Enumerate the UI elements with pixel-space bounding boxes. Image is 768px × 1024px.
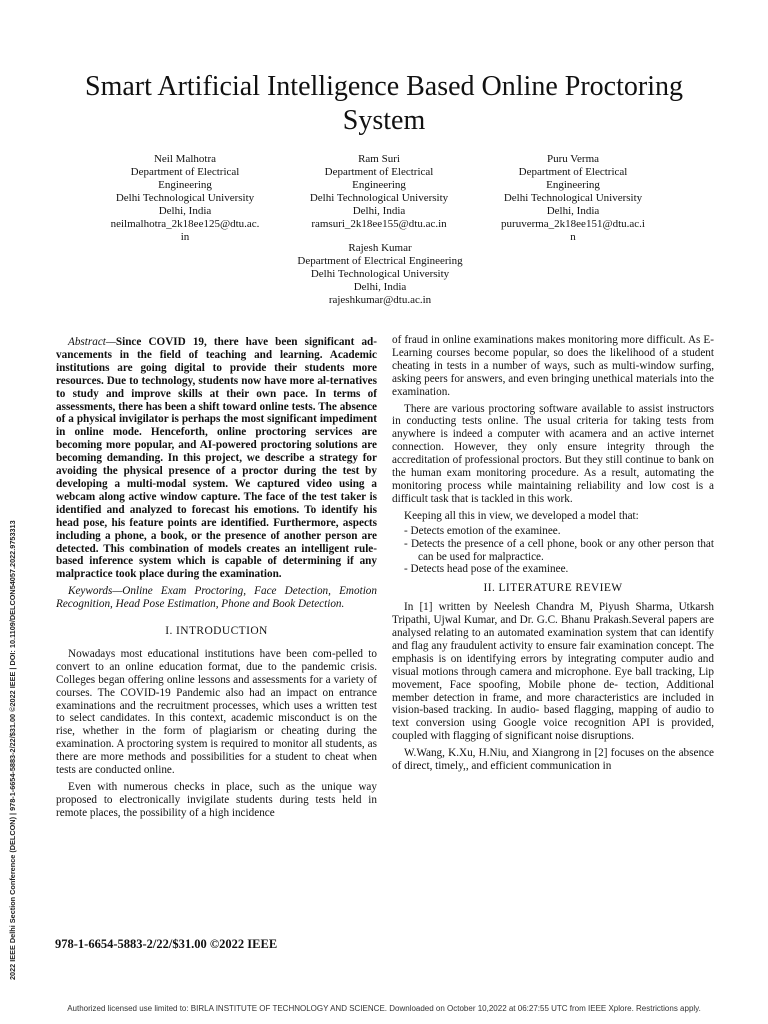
feature-list [392, 525, 714, 577]
author-location: Delhi, India [546, 205, 600, 217]
abstract-text: Since COVID 19, there have been significant ad-vancements in the field of teaching and learning. Academic institutions are going digital to provide their students more resources. Due to technology, students now have more al-ternatives to study and improve skills at their own pace. In terms of assessments, there has been a shift toward online tests. The absence of a physical invigilator is perhaps the most significant impediment in online mode. Henceforth, online proctoring services are becoming more popular, and AI-powered proctoring solutions are becoming demanding. In this project, we describe a strategy for avoiding the physical presence of a proctor during the test by developing a multi-modal system. We captured video using a webcam along active window capture. The face of the test taker is identified and analyzed to forecast his emotions. To identify his head pose, his feature points are identified. Furthermore, aspects including a phone, a book, or the presence of another person are detected. This combination of models creates an intelligent rule-based inference system which is capable of determining if any malpractice took place during the examination. [56, 336, 377, 581]
body-paragraph: Keeping all this in view, we developed a model that: [404, 509, 639, 522]
keywords-text: Online Exam Proctoring, Face Detection, Emotion Recognition, Head Pose Estimation, Phone and Book Detection. [56, 585, 377, 611]
abstract-label: Abstract— [68, 336, 116, 348]
author-department: Department of Electrical [518, 166, 628, 178]
author-block-1 [92, 153, 278, 244]
author-department: Department of Electrical Engineering [297, 255, 463, 267]
author-location: Delhi, India [353, 281, 407, 293]
author-name: Puru Verma [546, 153, 600, 165]
author-university: Delhi Technological University [309, 192, 449, 204]
list-item: - Detects the presence of a cell phone, book or any other person that can be used for malpractice. [392, 538, 714, 564]
body-paragraph: In [1] written by Neelesh Chandra M, Piyush Sharma, Utkarsh Tripathi, Ujwal Kumar, and Dr. G.C. Bhanu Prakash.Several papers are analysed relating to an automated examination system that can identify and flag any fraudulent activity to ensure fair examination concept. The emphasis is on identifying errors by integrating computer audio and visual motions through camera and microphone. Eye ball tracking, Lip movement, Face spoofing, Mobile phone de- tection, Additional member detection in frame, and more characteristics are included in vision-based tracking. In audio- based flagging, mapping of audio to text conversion using Google voice recognition API is provided, coupled with flagging of significant noise disruptions. [392, 601, 714, 743]
author-department-cont: Engineering [546, 179, 600, 191]
author-email: ramsuri_2k18ee155@dtu.ac.in [311, 218, 447, 230]
author-email-cont: in [180, 231, 190, 243]
author-email: neilmalhotra_2k18ee125@dtu.ac. [110, 218, 260, 230]
list-item: - Detects head pose of the examinee. [392, 563, 714, 576]
author-department: Department of Electrical [130, 166, 240, 178]
paper-title: Smart Artificial Intelligence Based Online Proctoring System [85, 71, 683, 136]
body-paragraph: There are various proctoring software available to assist instructors in conducting tests online. The usual criteria for taking tests from anywhere is indeed a computer with acamera and an active internet connection. However, they only ensure integrity through the accreditation of professional proctors. But they still continue to bank on the human exam monitoring procedure. As a result, automating the monitoring process while maintaining reliability and low cost is a difficult task that is tackled in this work. [392, 402, 714, 505]
author-university: Delhi Technological University [310, 268, 450, 280]
conference-doi-sidebar: 2022 IEEE Delhi Section Conference (DELCON) | 978-1-6654-5883-2/22/$31.00 ©2022 IEEE | DOI: 10.1109/DELCON54057.2022.9753313 [8, 520, 17, 980]
author-email: puruverma_2k18ee151@dtu.ac.i [501, 218, 645, 230]
author-email-cont: n [570, 231, 576, 243]
author-block-4 [268, 242, 492, 307]
author-university: Delhi Technological University [115, 192, 255, 204]
section-heading-literature-review: II. LITERATURE REVIEW [483, 582, 623, 595]
author-department: Department of Electrical [324, 166, 434, 178]
body-paragraph: Nowadays most educational institutions have been com-pelled to convert to an online education format, due to the pandemic crisis. Colleges began offering online lessons and assessments for a variety of courses. The COVID-19 Pandemic also had an impact on entrance examinations and the recruitment processes, which uses a written test to select candidates. In this context, academic misconduct is on the rise, whether in the form of plagiarism or cheating during the examination. A proctoring system is required to monitor all students, as there are more methods and possibilities for a student to cheat when tests are conducted online. [56, 647, 377, 777]
section-heading-introduction: I. INTRODUCTION [165, 625, 268, 638]
author-department-cont: Engineering [352, 179, 406, 191]
keywords-label: Keywords— [68, 585, 123, 598]
author-name: Ram Suri [358, 153, 400, 165]
body-paragraph: W.Wang, K.Xu, H.Niu, and Xiangrong in [2] focuses on the absence of direct, timely,, and efficient communication in [392, 747, 714, 773]
author-location: Delhi, India [158, 205, 212, 217]
right-column [392, 334, 714, 777]
author-location: Delhi, India [352, 205, 406, 217]
abstract [56, 336, 377, 581]
author-university: Delhi Technological University [503, 192, 643, 204]
license-footer: Authorized licensed use limited to: BIRLA INSTITUTE OF TECHNOLOGY AND SCIENCE. Downloaded on October 10,2022 at 06:27:55 UTC from IEEE Xplore. Restrictions apply. [67, 1004, 701, 1013]
author-name: Rajesh Kumar [348, 242, 412, 254]
author-block-3 [480, 153, 666, 244]
body-paragraph: of fraud in online examinations makes monitoring more difficult. As E-Learning courses become popular, so does the likelihood of a student cheating in tests in a number of ways, such as multi-window surfing, asking peers for answers, and even bringing unethical materials into the examination. [392, 334, 714, 398]
keywords [56, 585, 377, 611]
body-paragraph: Even with numerous checks in place, such as the unique way proposed to electronically invigilate students during tests held in remote places, the possibility of a high incidence [56, 781, 377, 819]
left-column [56, 336, 377, 824]
author-block-2 [286, 153, 472, 231]
list-item: - Detects emotion of the examinee. [392, 525, 714, 538]
author-email: rajeshkumar@dtu.ac.in [328, 294, 432, 306]
author-name: Neil Malhotra [153, 153, 216, 165]
isbn-copyright: 978-1-6654-5883-2/22/$31.00 ©2022 IEEE [55, 937, 278, 951]
author-department-cont: Engineering [158, 179, 212, 191]
